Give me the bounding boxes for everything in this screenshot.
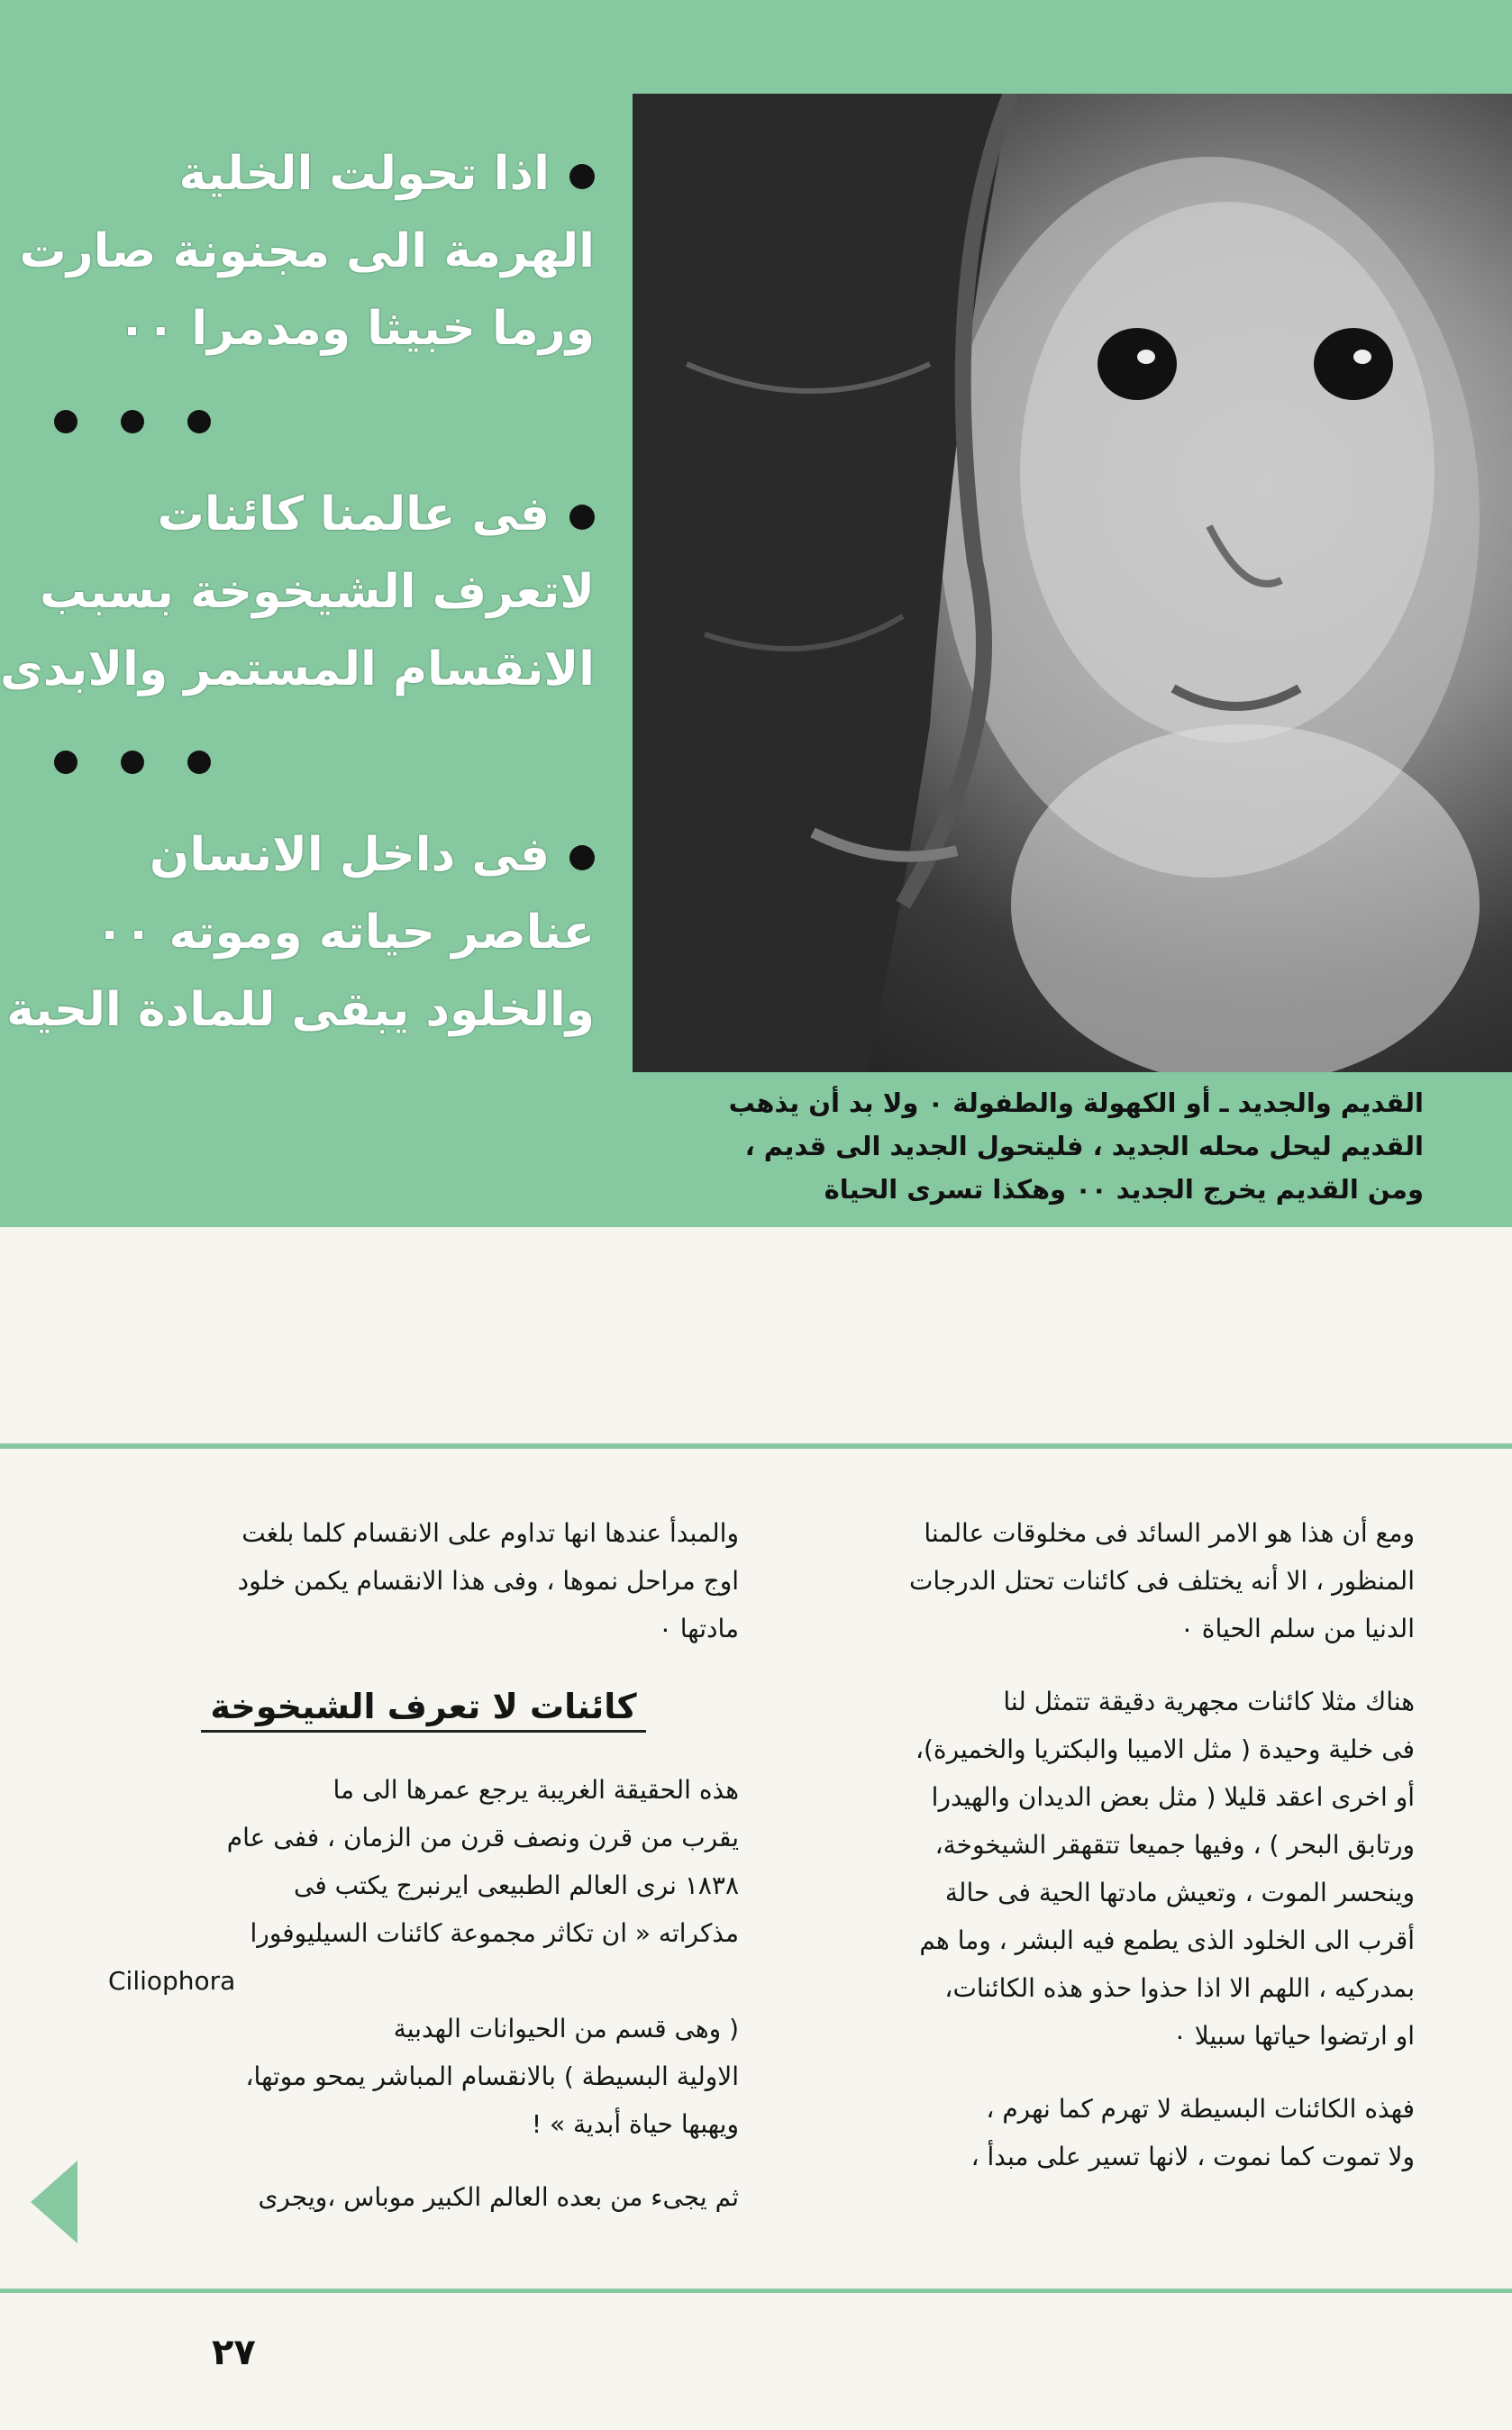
text-line: مادتها ٠ xyxy=(658,1614,739,1643)
paragraph xyxy=(108,1766,739,2148)
text-line: فى خلية وحيدة ( مثل الاميبا والبكتريا والخميرة)، xyxy=(915,1734,1415,1764)
paragraph xyxy=(784,2085,1415,2180)
bottom-divider xyxy=(0,2289,1512,2293)
bullet-dot-icon xyxy=(569,845,595,870)
page-number: ٢٧ xyxy=(212,2332,256,2373)
bullet-2-line-2: لاتعرف الشيخوخة بسبب xyxy=(40,565,595,619)
bullet-1 xyxy=(19,135,595,368)
text-line: أو اخرى اعقد قليلا ( مثل بعض الديدان والهيدرا xyxy=(931,1782,1415,1812)
section-heading: كائنات لا تعرف الشيخوخة xyxy=(108,1679,739,1734)
text-line: ومع أن هذا هو الامر السائد فى مخلوقات عالمنا xyxy=(924,1518,1415,1548)
bullet-2-line-3: الانقسام المستمر والابدى xyxy=(0,642,595,696)
text-line: المنظور ، الا أنه يختلف فى كائنات تحتل الدرجات xyxy=(908,1566,1415,1596)
bullet-3-line-2: عناصر حياته وموته ٠٠ xyxy=(95,906,595,960)
paragraph xyxy=(108,1509,739,1652)
text-line: ورتابق البحر ) ، وفيها جميعا تتقهقر الشيخوخة، xyxy=(934,1830,1415,1860)
bullet-2 xyxy=(0,476,595,708)
text-line: بمدركيه ، اللهم الا اذا حذوا حذو هذه الكائنات، xyxy=(944,1973,1415,2003)
bullet-2-line-1: فى عالمنا كائنات xyxy=(157,487,550,542)
dots-separator xyxy=(54,708,595,816)
text-line: يقرب من قرن ونصف قرن من الزمان ، ففى عام xyxy=(226,1823,739,1852)
continue-arrow-icon xyxy=(31,2161,77,2243)
text-line: ثم يجىء من بعده العالم الكبير موباس ،ويجرى xyxy=(258,2182,739,2212)
text-line: الاولية البسيطة ) بالانقسام المباشر يمحو موتها، xyxy=(245,2061,739,2091)
paragraph xyxy=(784,1678,1415,2060)
dots-separator xyxy=(54,368,595,476)
bullet-3 xyxy=(6,816,595,1049)
text-line: ( وهى قسم من الحيوانات الهدبية xyxy=(393,2014,739,2043)
photo-caption xyxy=(685,1081,1424,1211)
text-line: أقرب الى الخلود الذى يطمع فيه البشر ، وما هم xyxy=(919,1925,1415,1955)
caption-line: القديم والجديد ـ أو الكهولة والطفولة ٠ ولا بد أن يذهب xyxy=(728,1088,1424,1118)
bullet-1-line-3: ورما خبيثا ومدمرا ٠٠ xyxy=(117,302,595,356)
text-line: فهذه الكائنات البسيطة لا تهرم كما نهرم ، xyxy=(986,2094,1415,2124)
text-line: Ciliophora xyxy=(108,1966,236,1996)
text-line: او ارتضوا حياتها سبيلا ٠ xyxy=(1172,2021,1415,2051)
text-line: وينحسر الموت ، وتعيش مادتها الحية فى حالة xyxy=(944,1878,1415,1907)
bullet-1-line-1: اذا تحولت الخلية xyxy=(178,147,550,201)
text-line: هذه الحقيقة الغريبة يرجع عمرها الى ما xyxy=(332,1775,739,1805)
text-line: ١٨٣٨ نرى العالم الطبيعى ايرنبرج يكتب فى xyxy=(294,1870,739,1900)
caption-line: ومن القديم يخرج الجديد ٠٠ وهكذا تسرى الحياة xyxy=(824,1174,1424,1205)
bullet-dot-icon xyxy=(569,505,595,530)
top-divider xyxy=(0,1443,1512,1449)
paragraph xyxy=(108,2173,739,2221)
text-line: والمبدأ عندها انها تداوم على الانقسام كلما بلغت xyxy=(241,1518,739,1548)
text-line: اوج مراحل نموها ، وفى هذا الانقسام يكمن خلود xyxy=(237,1566,739,1596)
caption-line: القديم ليحل محله الجديد ، فليتحول الجديد الى قديم ، xyxy=(744,1131,1424,1161)
text-line: ولا تموت كما نموت ، لانها تسير على مبدأ ، xyxy=(970,2142,1415,2171)
bullet-3-line-3: والخلود يبقى للمادة الحية xyxy=(6,983,595,1037)
bullet-highlights xyxy=(0,135,595,1049)
text-line: هناك مثلا كائنات مجهرية دقيقة تتمثل لنا xyxy=(1003,1687,1415,1716)
old-man-and-child-photo xyxy=(633,94,1512,1072)
bullet-1-line-2: الهرمة الى مجنونة صارت xyxy=(19,224,595,278)
text-line: مذكراته « ان تكاثر مجموعة كائنات السيليوفورا xyxy=(250,1918,739,1948)
article-right-column xyxy=(784,1509,1415,2206)
paragraph xyxy=(784,1509,1415,1652)
bullet-3-line-1: فى داخل الانسان xyxy=(149,828,550,882)
text-line: الدنيا من سلم الحياة ٠ xyxy=(1180,1614,1415,1643)
bullet-dot-icon xyxy=(569,164,595,189)
article-left-column xyxy=(108,1509,739,2246)
text-line: ويهبها حياة أبدية » ! xyxy=(531,2109,739,2139)
